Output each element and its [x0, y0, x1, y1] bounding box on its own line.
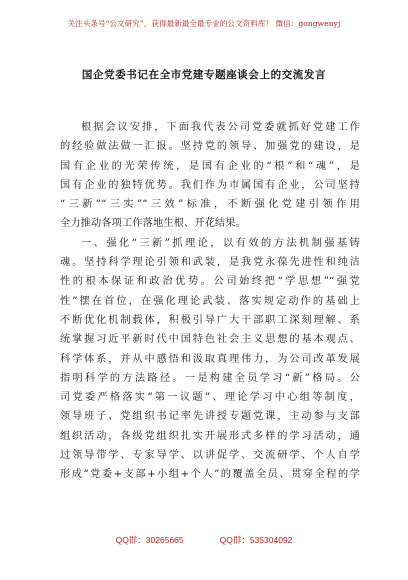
text-line: 过领导带学、专家导学、以讲促学、交流研学、个人自学 — [60, 450, 360, 462]
text-line: 科学体系，并从中感悟和汲取真理伟力，为公司改革发展 — [60, 353, 360, 365]
text-line: 不断优化机制载体，积极引导广大干部职工深刻理解、系 — [60, 314, 360, 326]
qq-group-right: QQ群：535304092 — [219, 535, 293, 545]
text-line: 全力推动各项工作落地生根、开花结果。 — [60, 218, 247, 230]
text-line: 一、强化“三新”抓理论，以有效的方法机制强基铸 — [81, 237, 360, 249]
page-header-banner: 关注头条号“公文研究”，获得最新最全最专业的公文资料库！ 微信：gongwenyj — [67, 19, 341, 28]
text-line: “三新”“三实”“三效”标准，不断强化党建引领作用 — [60, 199, 360, 211]
text-line: 领导班子、党组织书记率先讲授专题党课，主动参与支部 — [60, 411, 360, 423]
document-body — [60, 118, 360, 485]
text-line: 形成“党委+支部+小组+个人”的覆盖全员、贯穿全程的学 — [60, 469, 360, 481]
text-line: 性的根本保证和政治优势。公司始终把“学思想”“强党 — [60, 276, 360, 288]
text-line: 国有企业的光荣传统，是国有企业的“根”和“魂”，是 — [60, 160, 360, 172]
text-line: 司党委严格落实“第一议题”、理论学习中心组等制度， — [60, 392, 360, 404]
qq-group-left: QQ群：30265665 — [115, 535, 184, 545]
text-line: 的经验做法做一汇报。坚持党的领导、加强党的建设，是 — [60, 141, 360, 153]
text-line: 组织活动，各级党组织扎实开展形式多样的学习活动，通 — [60, 430, 360, 442]
paragraph-2 — [60, 234, 360, 485]
text-line: 国有企业的独特优势。我们作为市属国有企业，公司坚持 — [60, 179, 360, 191]
text-line: 性”摆在首位，在强化理论武装、落实规定动作的基础上 — [60, 295, 360, 307]
paragraph-1 — [60, 118, 360, 234]
document-title: 国企党委书记在全市党建专题座谈会上的交流发言 — [81, 69, 327, 81]
text-line: 统掌握习近平新时代中国特色社会主义思想的基本观点、 — [60, 334, 360, 346]
page-footer — [0, 534, 408, 546]
text-line: 指明科学的方法路径。一是构建全员学习“新”格局。公 — [60, 372, 360, 384]
text-line: 根据会议安排，下面我代表公司党委就抓好党建工作 — [81, 122, 360, 133]
text-line: 魂。坚持科学理论引领和武装，是我党永葆先进性和纯洁 — [60, 257, 360, 269]
